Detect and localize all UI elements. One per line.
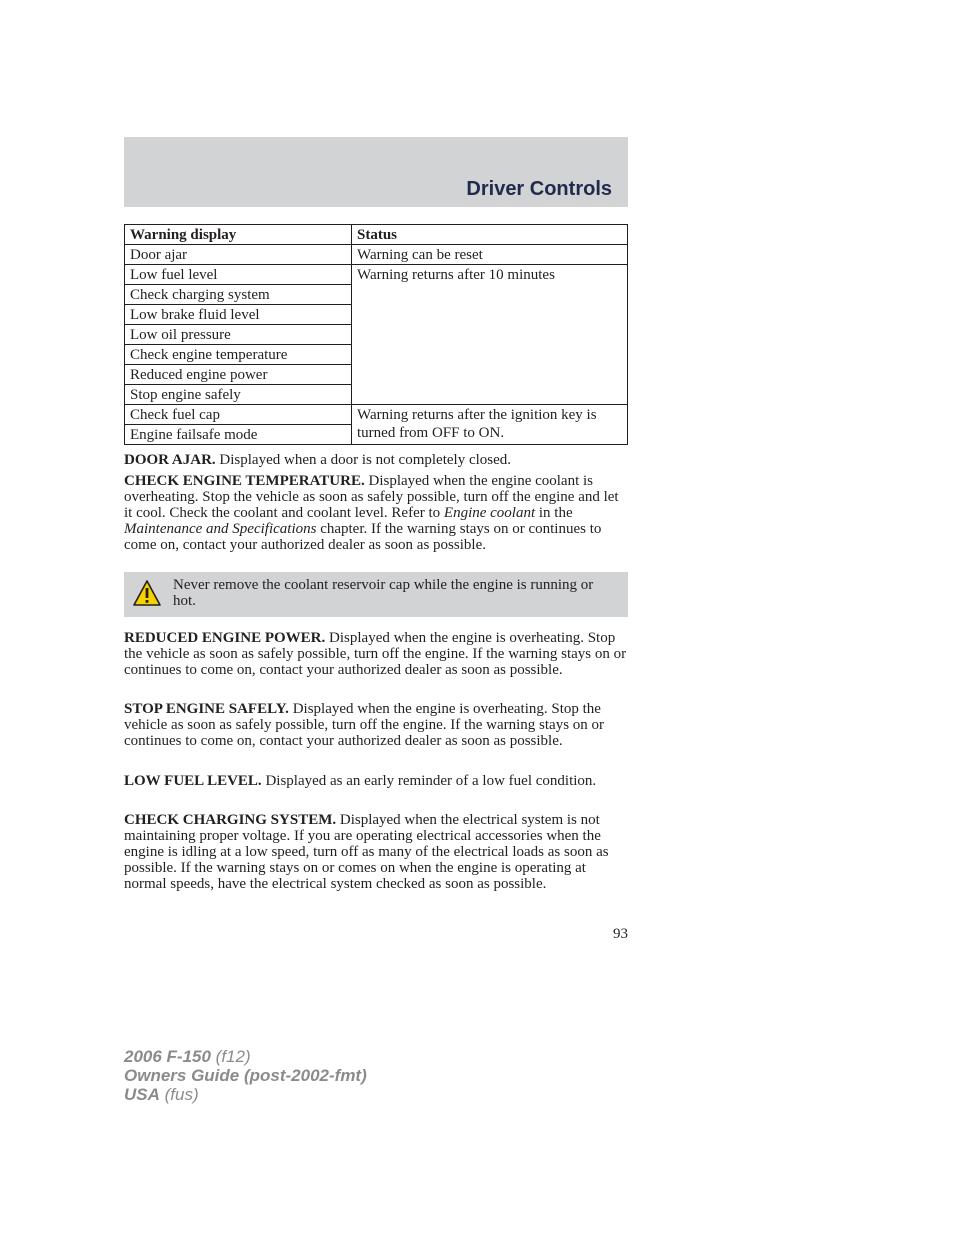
table-row: [125, 245, 628, 265]
document-footer: [124, 1047, 367, 1104]
stop-engine-safely-paragraph: [124, 701, 628, 749]
paragraph-text: Displayed when the engine coolant is overheating. Stop the vehicle as soon as safely possible, turn off the engine and let it cool. Check the coolant and coolant level. Refer to: [124, 473, 619, 521]
status-cell: Warning returns after 10 minutes: [352, 265, 628, 405]
paragraph-label: DOOR AJAR.: [124, 452, 216, 468]
chapter-title: Driver Controls: [466, 178, 612, 200]
footer-model: 2006 F-150: [124, 1047, 211, 1066]
paragraph-label: CHECK CHARGING SYSTEM.: [124, 812, 337, 828]
footer-line-market: [124, 1085, 367, 1104]
page-number: 93: [613, 926, 628, 942]
warning-display-table: [124, 224, 628, 445]
paragraph-text: Displayed when the engine is overheating. Stop the vehicle as soon as safely possible, turn off the engine. If the warning stays on or continues to come on, contact your authorized dealer as soon as possible.: [124, 701, 605, 749]
check-charging-system-paragraph: [124, 812, 628, 892]
warning-display-cell: Low fuel level: [125, 265, 352, 285]
door-ajar-paragraph: [124, 452, 628, 468]
warning-display-cell: Reduced engine power: [125, 365, 352, 385]
warning-display-cell: Check charging system: [125, 285, 352, 305]
warning-display-cell: Low brake fluid level: [125, 305, 352, 325]
paragraph-label: STOP ENGINE SAFELY.: [124, 701, 289, 717]
footer-guide: Owners Guide (post-2002-fmt): [124, 1066, 367, 1085]
cross-reference-maintenance-chapter: Maintenance and Specifications: [124, 521, 317, 537]
footer-market: USA: [124, 1085, 160, 1104]
paragraph-label: REDUCED ENGINE POWER.: [124, 630, 326, 646]
warning-display-cell: Check engine temperature: [125, 345, 352, 365]
paragraph-text: in the: [535, 505, 573, 521]
low-fuel-level-paragraph: [124, 773, 628, 789]
reduced-engine-power-paragraph: [124, 630, 628, 678]
check-engine-temperature-paragraph: [124, 473, 628, 553]
warning-callout-text: Never remove the coolant reservoir cap while the engine is running or hot.: [173, 577, 594, 609]
status-cell: Warning returns after the ignition key is turned from OFF to ON.: [352, 405, 628, 445]
cross-reference-engine-coolant: Engine coolant: [443, 505, 536, 521]
table-row: [125, 265, 628, 285]
paragraph-text: chapter. If the warning stays on or continues to come on, contact your authorized dealer as soon as possible.: [124, 521, 602, 553]
warning-display-cell: Low oil pressure: [125, 325, 352, 345]
table-header-row: [125, 225, 628, 245]
warning-display-cell: Engine failsafe mode: [125, 425, 352, 445]
column-header-warning-display: Warning display: [125, 225, 352, 245]
status-cell: Warning can be reset: [352, 245, 628, 265]
column-header-status: Status: [352, 225, 628, 245]
paragraph-label: LOW FUEL LEVEL.: [124, 773, 262, 789]
paragraph-text: Displayed as an early reminder of a low fuel condition.: [261, 773, 597, 789]
paragraph-text: Displayed when a door is not completely closed.: [215, 452, 512, 468]
paragraph-label: CHECK ENGINE TEMPERATURE.: [124, 473, 365, 489]
chapter-header-band: [124, 137, 628, 207]
paragraph-text: Displayed when the engine is overheating. Stop the vehicle as soon as safely possible, turn off the engine. If the warning stays on or continues to come on, contact your authorized dealer as soon as possible.: [124, 630, 627, 678]
footer-line-guide: [124, 1066, 367, 1085]
footer-market-code: (fus): [159, 1085, 199, 1104]
warning-display-cell: Stop engine safely: [125, 385, 352, 405]
warning-callout: [124, 572, 628, 617]
warning-display-cell: Check fuel cap: [125, 405, 352, 425]
warning-triangle-icon: [132, 579, 162, 607]
paragraph-text: Displayed when the electrical system is not maintaining proper voltage. If you are operating electrical accessories when the engine is idling at a low speed, turn off as many of the electrical loads as soon as possible. If the warning stays on or comes on when the engine is operating at normal speeds, have the electrical system checked as soon as possible.: [124, 812, 609, 892]
footer-model-code: (f12): [210, 1047, 251, 1066]
warning-display-cell: Door ajar: [125, 245, 352, 265]
footer-line-model: [124, 1047, 367, 1066]
table-row: [125, 405, 628, 425]
